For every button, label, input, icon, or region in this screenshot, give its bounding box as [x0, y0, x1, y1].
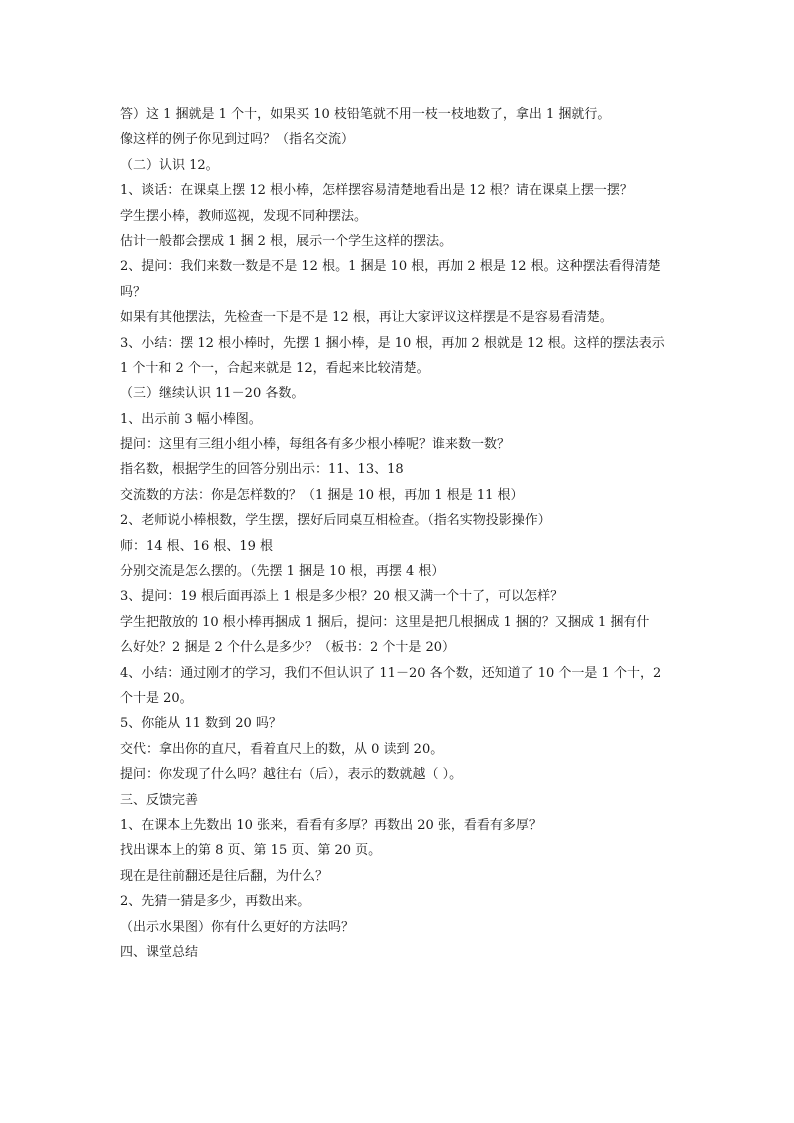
text-line: 指名数，根据学生的回答分别出示：11、13、18 — [120, 462, 404, 478]
text-line: 个十是 20。 — [120, 690, 193, 706]
text-line: 1、出示前 3 幅小棒图。 — [120, 411, 262, 427]
text-line: 四、课堂总结 — [120, 944, 199, 960]
text-line: 4、小结：通过刚才的学习，我们不但认识了 11－20 各个数，还知道了 10 个一是 1 个十，2 — [120, 665, 662, 681]
text-line: 么好处？2 捆是 2 个什么是多少？（板书：2 个十是 20） — [120, 640, 456, 656]
text-line: 2、提问：我们来数一数是不是 12 根。1 捆是 10 根，再加 2 根是 12 根。这种摆法看得清楚 — [120, 259, 661, 275]
text-line: 找出课本上的第 8 页、第 15 页、第 20 页。 — [120, 843, 382, 859]
text-line: 如果有其他摆法，先检查一下是不是 12 根，再让大家评议这样摆是不是容易看清楚。 — [120, 310, 613, 326]
text-line: 估计一般都会摆成 1 捆 2 根，展示一个学生这样的摆法。 — [120, 233, 453, 249]
text-line: 像这样的例子你见到过吗？（指名交流） — [120, 132, 355, 148]
text-line: （二）认识 12。 — [120, 157, 219, 173]
text-line: 三、反馈完善 — [120, 792, 199, 808]
text-line: 师：14 根、16 根、19 根 — [120, 538, 274, 554]
text-line: 5、你能从 11 数到 20 吗？ — [120, 716, 282, 732]
text-line: 学生摆小棒，教师巡视，发现不同种摆法。 — [120, 208, 368, 224]
text-line: 2、先猜一猜是多少，再数出来。 — [120, 894, 311, 910]
text-line: 分别交流是怎么摆的。（先摆 1 捆是 10 根，再摆 4 根） — [120, 564, 445, 580]
text-line: 2、老师说小棒根数，学生摆，摆好后同桌互相检查。（指名实物投影操作） — [120, 513, 551, 529]
text-line: 吗？ — [120, 284, 147, 300]
text-line: 1 个十和 2 个一，合起来就是 12，看起来比较清楚。 — [120, 360, 430, 376]
text-line: 提问：你发现了什么吗？越往右（后），表示的数就越（ ）。 — [120, 767, 463, 783]
text-line: 交流数的方法：你是怎样数的？（1 捆是 10 根，再加 1 根是 11 根） — [120, 487, 524, 503]
text-line: 交代：拿出你的直尺，看着直尺上的数，从 0 读到 20。 — [120, 741, 444, 757]
document-body — [120, 102, 680, 965]
text-line: 答）这 1 捆就是 1 个十，如果买 10 枝铅笔就不用一枝一枝地数了，拿出 1 捆就行。 — [120, 107, 611, 122]
text-line: （三）继续认识 11－20 各数。 — [120, 386, 305, 402]
text-line: （出示水果图）你有什么更好的方法吗？ — [120, 919, 355, 935]
text-line: 3、小结：摆 12 根小棒时，先摆 1 捆小棒，是 10 根，再加 2 根就是 12 根。这样的摆法表示 — [120, 335, 665, 351]
text-line: 现在是往前翻还是往后翻，为什么？ — [120, 868, 329, 884]
text-line: 3、提问：19 根后面再添上 1 根是多少根？20 根又满一个十了，可以怎样？ — [120, 589, 564, 605]
text-line: 1、在课本上先数出 10 张来，看看有多厚？再数出 20 张，看看有多厚？ — [120, 817, 542, 833]
text-line: 学生把散放的 10 根小棒再捆成 1 捆后，提问：这里是把几根捆成 1 捆的？又捆成 1 捆有什 — [120, 614, 650, 630]
text-line: 1、谈话：在课桌上摆 12 根小棒，怎样摆容易清楚地看出是 12 根？请在课桌上摆一摆？ — [120, 183, 633, 199]
text-line: 提问：这里有三组小组小棒，每组各有多少根小棒呢？谁来数一数？ — [120, 437, 511, 453]
